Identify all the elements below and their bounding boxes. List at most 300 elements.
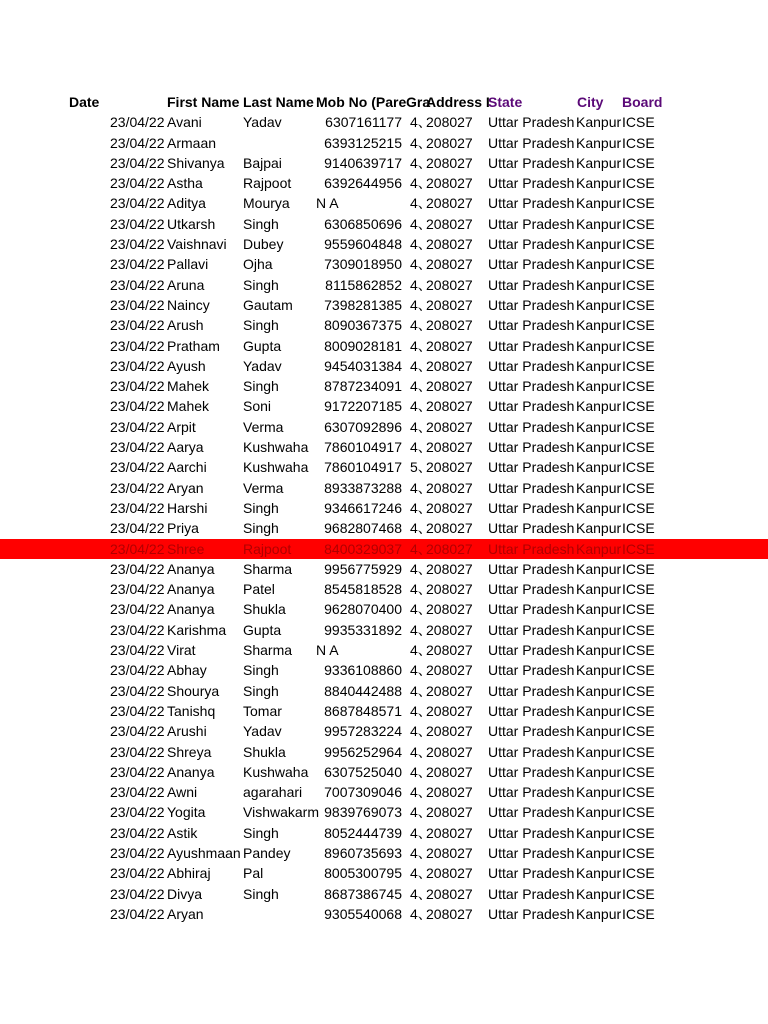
cell-state[interactable]: Uttar Pradesh bbox=[488, 479, 575, 496]
cell-board[interactable]: ICSE bbox=[622, 378, 655, 395]
cell-first-name[interactable]: Shivanya bbox=[167, 154, 225, 171]
cell-city[interactable]: Kanpur bbox=[576, 296, 622, 313]
cell-board[interactable]: ICSE bbox=[622, 601, 655, 618]
cell-mobile[interactable] bbox=[316, 457, 410, 477]
cell-address[interactable]: 208027 bbox=[426, 256, 473, 273]
cell-grade[interactable]: 4、 bbox=[410, 499, 432, 516]
cell-board[interactable]: ICSE bbox=[622, 905, 655, 922]
cell-date[interactable]: 23/04/22 bbox=[110, 905, 165, 922]
cell-address[interactable]: 208027 bbox=[426, 520, 473, 537]
cell-address[interactable]: 208027 bbox=[426, 824, 473, 841]
cell-last-name[interactable]: Pandey bbox=[243, 844, 291, 861]
cell-last-name[interactable]: Singh bbox=[243, 378, 279, 395]
cell-last-name[interactable]: Shukla bbox=[243, 601, 286, 618]
cell-grade[interactable]: 4、 bbox=[410, 256, 432, 273]
cell-date[interactable]: 23/04/22 bbox=[110, 317, 165, 334]
cell-first-name[interactable]: Arushi bbox=[167, 723, 207, 740]
cell-date[interactable]: 23/04/22 bbox=[110, 439, 165, 456]
cell-address[interactable]: 208027 bbox=[426, 865, 473, 882]
cell-first-name[interactable]: Aarchi bbox=[167, 459, 207, 476]
cell-board[interactable]: ICSE bbox=[622, 621, 655, 638]
cell-state[interactable]: Uttar Pradesh bbox=[488, 682, 575, 699]
cell-grade[interactable]: 4、 bbox=[410, 296, 432, 313]
cell-date[interactable]: 23/04/22 bbox=[110, 296, 165, 313]
cell-first-name[interactable]: Harshi bbox=[167, 499, 208, 516]
cell-first-name[interactable]: Arush bbox=[167, 317, 204, 334]
cell-date[interactable]: 23/04/22 bbox=[110, 114, 165, 131]
cell-first-name[interactable]: Karishma bbox=[167, 621, 227, 638]
cell-city[interactable]: Kanpur bbox=[576, 499, 622, 516]
cell-grade[interactable]: 4、 bbox=[410, 540, 432, 557]
cell-date[interactable]: 23/04/22 bbox=[110, 337, 165, 354]
cell-board[interactable]: ICSE bbox=[622, 844, 655, 861]
cell-board[interactable]: ICSE bbox=[622, 134, 655, 151]
cell-board[interactable]: ICSE bbox=[622, 317, 655, 334]
cell-last-name[interactable]: Ojha bbox=[243, 256, 273, 273]
cell-state[interactable]: Uttar Pradesh bbox=[488, 236, 575, 253]
cell-state[interactable]: Uttar Pradesh bbox=[488, 885, 575, 902]
cell-address[interactable]: 208027 bbox=[426, 499, 473, 516]
cell-first-name[interactable]: Pratham bbox=[167, 337, 220, 354]
cell-city[interactable]: Kanpur bbox=[576, 276, 622, 293]
cell-board[interactable]: ICSE bbox=[622, 581, 655, 598]
cell-first-name[interactable]: Ananya bbox=[167, 763, 215, 780]
cell-address[interactable]: 208027 bbox=[426, 378, 473, 395]
cell-state[interactable]: Uttar Pradesh bbox=[488, 723, 575, 740]
cell-date[interactable]: 23/04/22 bbox=[110, 824, 165, 841]
cell-grade[interactable]: 4、 bbox=[410, 398, 432, 415]
cell-board[interactable]: ICSE bbox=[622, 154, 655, 171]
header-mobile[interactable]: Mob No (Pare bbox=[316, 94, 407, 110]
cell-last-name[interactable]: Rajpoot bbox=[243, 540, 292, 557]
cell-last-name[interactable]: Dubey bbox=[243, 236, 284, 253]
cell-address[interactable]: 208027 bbox=[426, 905, 473, 922]
cell-date[interactable]: 23/04/22 bbox=[110, 682, 165, 699]
cell-address[interactable]: 208027 bbox=[426, 357, 473, 374]
cell-date[interactable]: 23/04/22 bbox=[110, 215, 165, 232]
cell-city[interactable]: Kanpur bbox=[576, 824, 622, 841]
cell-first-name[interactable]: Abhiraj bbox=[167, 865, 211, 882]
cell-last-name[interactable] bbox=[243, 904, 316, 924]
cell-grade[interactable]: 4、 bbox=[410, 743, 432, 760]
cell-grade[interactable]: 4、 bbox=[410, 763, 432, 780]
cell-address[interactable]: 208027 bbox=[426, 215, 473, 232]
cell-grade[interactable]: 4、 bbox=[410, 844, 432, 861]
cell-last-name[interactable]: Singh bbox=[243, 824, 279, 841]
cell-city[interactable]: Kanpur bbox=[576, 905, 622, 922]
cell-last-name[interactable]: Verma bbox=[243, 418, 284, 435]
cell-grade[interactable]: 4、 bbox=[410, 621, 432, 638]
cell-first-name[interactable]: Armaan bbox=[167, 134, 217, 151]
cell-city[interactable]: Kanpur bbox=[576, 865, 622, 882]
cell-mobile[interactable] bbox=[316, 437, 410, 457]
cell-state[interactable]: Uttar Pradesh bbox=[488, 642, 575, 659]
cell-state[interactable]: Uttar Pradesh bbox=[488, 581, 575, 598]
cell-state[interactable]: Uttar Pradesh bbox=[488, 378, 575, 395]
cell-first-name[interactable]: Pallavi bbox=[167, 256, 209, 273]
cell-state[interactable]: Uttar Pradesh bbox=[488, 662, 575, 679]
cell-last-name[interactable]: Patel bbox=[243, 581, 275, 598]
cell-state[interactable]: Uttar Pradesh bbox=[488, 905, 575, 922]
cell-address[interactable]: 208027 bbox=[426, 560, 473, 577]
cell-mobile[interactable] bbox=[316, 356, 410, 376]
cell-date[interactable]: 23/04/22 bbox=[110, 256, 165, 273]
cell-address[interactable]: 208027 bbox=[426, 581, 473, 598]
cell-date[interactable]: 23/04/22 bbox=[110, 195, 165, 212]
cell-city[interactable]: Kanpur bbox=[576, 134, 622, 151]
cell-city[interactable]: Kanpur bbox=[576, 682, 622, 699]
cell-last-name[interactable]: Yadav bbox=[243, 114, 282, 131]
cell-state[interactable]: Uttar Pradesh bbox=[488, 844, 575, 861]
cell-board[interactable]: ICSE bbox=[622, 804, 655, 821]
cell-mobile[interactable] bbox=[316, 234, 410, 254]
cell-last-name[interactable]: Singh bbox=[243, 520, 279, 537]
cell-grade[interactable]: 4、 bbox=[410, 236, 432, 253]
cell-grade[interactable]: 4、 bbox=[410, 134, 432, 151]
cell-first-name[interactable]: Mahek bbox=[167, 378, 210, 395]
cell-state[interactable]: Uttar Pradesh bbox=[488, 114, 575, 131]
cell-last-name[interactable]: Kushwaha bbox=[243, 763, 309, 780]
cell-last-name[interactable]: Gupta bbox=[243, 621, 282, 638]
cell-date[interactable]: 23/04/22 bbox=[110, 540, 165, 557]
cell-last-name[interactable]: Soni bbox=[243, 398, 272, 415]
cell-city[interactable]: Kanpur bbox=[576, 601, 622, 618]
cell-grade[interactable]: 4、 bbox=[410, 479, 432, 496]
cell-last-name[interactable]: Sharma bbox=[243, 560, 293, 577]
cell-first-name[interactable]: Aditya bbox=[167, 195, 206, 212]
cell-date[interactable]: 23/04/22 bbox=[110, 885, 165, 902]
cell-date[interactable]: 23/04/22 bbox=[110, 621, 165, 638]
cell-mobile[interactable] bbox=[316, 762, 410, 782]
cell-city[interactable]: Kanpur bbox=[576, 885, 622, 902]
cell-last-name[interactable]: Verma bbox=[243, 479, 284, 496]
cell-mobile[interactable] bbox=[316, 275, 410, 295]
cell-city[interactable]: Kanpur bbox=[576, 723, 622, 740]
cell-grade[interactable]: 4、 bbox=[410, 824, 432, 841]
cell-last-name[interactable]: Singh bbox=[243, 317, 279, 334]
cell-city[interactable]: Kanpur bbox=[576, 763, 622, 780]
cell-first-name[interactable]: Avani bbox=[167, 114, 202, 131]
cell-last-name[interactable]: Kushwaha bbox=[243, 459, 309, 476]
cell-board[interactable]: ICSE bbox=[622, 276, 655, 293]
cell-address[interactable]: 208027 bbox=[426, 844, 473, 861]
cell-date[interactable]: 23/04/22 bbox=[110, 154, 165, 171]
cell-address[interactable]: 208027 bbox=[426, 702, 473, 719]
cell-first-name[interactable]: Shree bbox=[167, 540, 205, 557]
cell-first-name[interactable]: Abhay bbox=[167, 662, 207, 679]
cell-mobile[interactable] bbox=[316, 193, 410, 213]
cell-mobile[interactable] bbox=[316, 315, 410, 335]
cell-mobile[interactable] bbox=[316, 742, 410, 762]
cell-last-name[interactable]: Rajpoot bbox=[243, 175, 292, 192]
cell-address[interactable]: 208027 bbox=[426, 418, 473, 435]
cell-state[interactable]: Uttar Pradesh bbox=[488, 520, 575, 537]
cell-state[interactable]: Uttar Pradesh bbox=[488, 601, 575, 618]
cell-first-name[interactable]: Naincy bbox=[167, 296, 210, 313]
cell-first-name[interactable]: Shourya bbox=[167, 682, 220, 699]
cell-last-name[interactable]: Yadav bbox=[243, 723, 282, 740]
cell-city[interactable]: Kanpur bbox=[576, 357, 622, 374]
cell-city[interactable]: Kanpur bbox=[576, 337, 622, 354]
cell-state[interactable]: Uttar Pradesh bbox=[488, 499, 575, 516]
cell-address[interactable]: 208027 bbox=[426, 763, 473, 780]
cell-city[interactable]: Kanpur bbox=[576, 154, 622, 171]
header-first-name[interactable]: First Name bbox=[167, 94, 240, 110]
cell-mobile[interactable] bbox=[316, 782, 410, 802]
cell-board[interactable]: ICSE bbox=[622, 865, 655, 882]
cell-first-name[interactable]: Utkarsh bbox=[167, 215, 216, 232]
cell-address[interactable]: 208027 bbox=[426, 154, 473, 171]
cell-date[interactable]: 23/04/22 bbox=[110, 134, 165, 151]
cell-date[interactable]: 23/04/22 bbox=[110, 236, 165, 253]
cell-city[interactable]: Kanpur bbox=[576, 195, 622, 212]
cell-mobile[interactable] bbox=[316, 823, 410, 843]
cell-state[interactable]: Uttar Pradesh bbox=[488, 439, 575, 456]
cell-date[interactable]: 23/04/22 bbox=[110, 601, 165, 618]
header-board[interactable]: Board bbox=[622, 94, 663, 110]
cell-board[interactable]: ICSE bbox=[622, 418, 655, 435]
cell-board[interactable]: ICSE bbox=[622, 520, 655, 537]
cell-city[interactable]: Kanpur bbox=[576, 804, 622, 821]
cell-first-name[interactable]: Astha bbox=[167, 175, 203, 192]
cell-state[interactable]: Uttar Pradesh bbox=[488, 317, 575, 334]
cell-grade[interactable]: 4、 bbox=[410, 804, 432, 821]
header-address[interactable]: Address I bbox=[426, 94, 490, 110]
cell-state[interactable]: Uttar Pradesh bbox=[488, 743, 575, 760]
cell-mobile[interactable] bbox=[316, 254, 410, 274]
cell-grade[interactable]: 4、 bbox=[410, 357, 432, 374]
cell-city[interactable]: Kanpur bbox=[576, 621, 622, 638]
cell-state[interactable]: Uttar Pradesh bbox=[488, 784, 575, 801]
cell-grade[interactable]: 4、 bbox=[410, 905, 432, 922]
cell-city[interactable]: Kanpur bbox=[576, 784, 622, 801]
cell-first-name[interactable]: Shreya bbox=[167, 743, 212, 760]
cell-first-name[interactable]: Priya bbox=[167, 520, 199, 537]
cell-board[interactable]: ICSE bbox=[622, 560, 655, 577]
cell-address[interactable]: 208027 bbox=[426, 682, 473, 699]
cell-state[interactable]: Uttar Pradesh bbox=[488, 296, 575, 313]
cell-last-name[interactable]: Mourya bbox=[243, 195, 290, 212]
cell-board[interactable]: ICSE bbox=[622, 215, 655, 232]
cell-grade[interactable]: 5、 bbox=[410, 459, 432, 476]
cell-date[interactable]: 23/04/22 bbox=[110, 642, 165, 659]
cell-last-name[interactable]: Singh bbox=[243, 215, 279, 232]
cell-grade[interactable]: 4、 bbox=[410, 378, 432, 395]
cell-mobile[interactable] bbox=[316, 904, 410, 924]
cell-mobile[interactable] bbox=[316, 336, 410, 356]
cell-state[interactable]: Uttar Pradesh bbox=[488, 418, 575, 435]
cell-mobile[interactable] bbox=[316, 417, 410, 437]
cell-address[interactable]: 208027 bbox=[426, 743, 473, 760]
cell-address[interactable]: 208027 bbox=[426, 723, 473, 740]
cell-board[interactable]: ICSE bbox=[622, 723, 655, 740]
cell-grade[interactable]: 4、 bbox=[410, 276, 432, 293]
cell-address[interactable]: 208027 bbox=[426, 114, 473, 131]
cell-last-name[interactable] bbox=[243, 133, 316, 153]
cell-grade[interactable]: 4、 bbox=[410, 784, 432, 801]
cell-date[interactable]: 23/04/22 bbox=[110, 520, 165, 537]
cell-address[interactable]: 208027 bbox=[426, 296, 473, 313]
cell-date[interactable]: 23/04/22 bbox=[110, 804, 165, 821]
cell-last-name[interactable]: agarahari bbox=[243, 784, 303, 801]
cell-state[interactable]: Uttar Pradesh bbox=[488, 560, 575, 577]
cell-last-name[interactable]: Pal bbox=[243, 865, 264, 882]
cell-board[interactable]: ICSE bbox=[622, 784, 655, 801]
cell-date[interactable]: 23/04/22 bbox=[110, 581, 165, 598]
cell-first-name[interactable]: Awni bbox=[167, 784, 198, 801]
cell-address[interactable]: 208027 bbox=[426, 175, 473, 192]
cell-city[interactable]: Kanpur bbox=[576, 236, 622, 253]
header-last-name[interactable]: Last Name bbox=[243, 94, 314, 110]
cell-mobile[interactable] bbox=[316, 173, 410, 193]
cell-date[interactable]: 23/04/22 bbox=[110, 276, 165, 293]
cell-date[interactable]: 23/04/22 bbox=[110, 459, 165, 476]
cell-city[interactable]: Kanpur bbox=[576, 175, 622, 192]
cell-grade[interactable]: 4、 bbox=[410, 642, 432, 659]
cell-mobile[interactable] bbox=[316, 620, 410, 640]
cell-grade[interactable]: 4、 bbox=[410, 702, 432, 719]
cell-address[interactable]: 208027 bbox=[426, 804, 473, 821]
cell-state[interactable]: Uttar Pradesh bbox=[488, 154, 575, 171]
cell-date[interactable]: 23/04/22 bbox=[110, 784, 165, 801]
cell-mobile[interactable] bbox=[316, 681, 410, 701]
cell-last-name[interactable]: Gautam bbox=[243, 296, 293, 313]
cell-board[interactable]: ICSE bbox=[622, 459, 655, 476]
cell-city[interactable]: Kanpur bbox=[576, 459, 622, 476]
cell-first-name[interactable]: Aryan bbox=[167, 905, 204, 922]
cell-mobile[interactable] bbox=[316, 843, 410, 863]
cell-state[interactable]: Uttar Pradesh bbox=[488, 195, 575, 212]
cell-mobile[interactable] bbox=[316, 295, 410, 315]
cell-first-name[interactable]: Yogita bbox=[167, 804, 206, 821]
cell-board[interactable]: ICSE bbox=[622, 337, 655, 354]
cell-city[interactable]: Kanpur bbox=[576, 398, 622, 415]
cell-board[interactable]: ICSE bbox=[622, 763, 655, 780]
cell-board[interactable]: ICSE bbox=[622, 114, 655, 131]
cell-board[interactable]: ICSE bbox=[622, 499, 655, 516]
cell-address[interactable]: 208027 bbox=[426, 337, 473, 354]
cell-mobile[interactable] bbox=[316, 153, 410, 173]
cell-state[interactable]: Uttar Pradesh bbox=[488, 337, 575, 354]
cell-address[interactable]: 208027 bbox=[426, 621, 473, 638]
cell-city[interactable]: Kanpur bbox=[576, 560, 622, 577]
cell-last-name[interactable]: Singh bbox=[243, 662, 279, 679]
cell-address[interactable]: 208027 bbox=[426, 195, 473, 212]
cell-grade[interactable]: 4、 bbox=[410, 154, 432, 171]
cell-mobile[interactable] bbox=[316, 214, 410, 234]
cell-last-name[interactable]: Kushwaha bbox=[243, 439, 309, 456]
cell-grade[interactable]: 4、 bbox=[410, 560, 432, 577]
cell-first-name[interactable]: Arpit bbox=[167, 418, 196, 435]
cell-address[interactable]: 208027 bbox=[426, 642, 473, 659]
cell-board[interactable]: ICSE bbox=[622, 175, 655, 192]
cell-date[interactable]: 23/04/22 bbox=[110, 175, 165, 192]
cell-date[interactable]: 23/04/22 bbox=[110, 398, 165, 415]
cell-board[interactable]: ICSE bbox=[622, 479, 655, 496]
cell-date[interactable]: 23/04/22 bbox=[110, 479, 165, 496]
cell-first-name[interactable]: Ananya bbox=[167, 581, 215, 598]
cell-last-name[interactable]: Vishwakarm bbox=[243, 804, 319, 821]
cell-address[interactable]: 208027 bbox=[426, 540, 473, 557]
cell-city[interactable]: Kanpur bbox=[576, 256, 622, 273]
cell-date[interactable]: 23/04/22 bbox=[110, 844, 165, 861]
cell-date[interactable]: 23/04/22 bbox=[110, 378, 165, 395]
cell-date[interactable]: 23/04/22 bbox=[110, 662, 165, 679]
cell-first-name[interactable]: Aarya bbox=[167, 439, 204, 456]
cell-date[interactable]: 23/04/22 bbox=[110, 743, 165, 760]
cell-state[interactable]: Uttar Pradesh bbox=[488, 215, 575, 232]
cell-city[interactable]: Kanpur bbox=[576, 439, 622, 456]
cell-mobile[interactable] bbox=[316, 640, 410, 660]
cell-first-name[interactable]: Divya bbox=[167, 885, 203, 902]
cell-state[interactable]: Uttar Pradesh bbox=[488, 256, 575, 273]
cell-date[interactable]: 23/04/22 bbox=[110, 702, 165, 719]
cell-board[interactable]: ICSE bbox=[622, 743, 655, 760]
cell-date[interactable]: 23/04/22 bbox=[110, 357, 165, 374]
cell-state[interactable]: Uttar Pradesh bbox=[488, 865, 575, 882]
cell-mobile[interactable] bbox=[316, 863, 410, 883]
cell-grade[interactable]: 4、 bbox=[410, 175, 432, 192]
cell-last-name[interactable]: Singh bbox=[243, 499, 279, 516]
cell-last-name[interactable]: Gupta bbox=[243, 337, 282, 354]
cell-mobile[interactable] bbox=[316, 376, 410, 396]
cell-city[interactable]: Kanpur bbox=[576, 378, 622, 395]
cell-state[interactable]: Uttar Pradesh bbox=[488, 540, 575, 557]
cell-city[interactable]: Kanpur bbox=[576, 844, 622, 861]
cell-last-name[interactable]: Singh bbox=[243, 276, 279, 293]
cell-address[interactable]: 208027 bbox=[426, 601, 473, 618]
cell-board[interactable]: ICSE bbox=[622, 236, 655, 253]
cell-date[interactable]: 23/04/22 bbox=[110, 499, 165, 516]
cell-last-name[interactable]: Bajpai bbox=[243, 154, 282, 171]
cell-grade[interactable]: 4、 bbox=[410, 865, 432, 882]
cell-last-name[interactable]: Shukla bbox=[243, 743, 286, 760]
cell-board[interactable]: ICSE bbox=[622, 439, 655, 456]
cell-city[interactable]: Kanpur bbox=[576, 479, 622, 496]
cell-address[interactable]: 208027 bbox=[426, 479, 473, 496]
cell-state[interactable]: Uttar Pradesh bbox=[488, 459, 575, 476]
cell-first-name[interactable]: Aryan bbox=[167, 479, 204, 496]
cell-board[interactable]: ICSE bbox=[622, 195, 655, 212]
cell-grade[interactable]: 4、 bbox=[410, 662, 432, 679]
cell-mobile[interactable] bbox=[316, 579, 410, 599]
cell-address[interactable]: 208027 bbox=[426, 134, 473, 151]
cell-grade[interactable]: 4、 bbox=[410, 195, 432, 212]
cell-city[interactable]: Kanpur bbox=[576, 317, 622, 334]
cell-state[interactable]: Uttar Pradesh bbox=[488, 175, 575, 192]
cell-state[interactable]: Uttar Pradesh bbox=[488, 621, 575, 638]
cell-first-name[interactable]: Vaishnavi bbox=[167, 236, 227, 253]
cell-grade[interactable]: 4、 bbox=[410, 682, 432, 699]
cell-board[interactable]: ICSE bbox=[622, 256, 655, 273]
cell-board[interactable]: ICSE bbox=[622, 540, 655, 557]
cell-board[interactable]: ICSE bbox=[622, 662, 655, 679]
cell-address[interactable]: 208027 bbox=[426, 317, 473, 334]
cell-grade[interactable]: 4、 bbox=[410, 885, 432, 902]
cell-last-name[interactable]: Singh bbox=[243, 682, 279, 699]
cell-city[interactable]: Kanpur bbox=[576, 540, 622, 557]
cell-mobile[interactable] bbox=[316, 884, 410, 904]
cell-grade[interactable]: 4、 bbox=[410, 317, 432, 334]
cell-board[interactable]: ICSE bbox=[622, 702, 655, 719]
cell-state[interactable]: Uttar Pradesh bbox=[488, 804, 575, 821]
cell-mobile[interactable] bbox=[316, 701, 410, 721]
cell-board[interactable]: ICSE bbox=[622, 885, 655, 902]
cell-address[interactable]: 208027 bbox=[426, 439, 473, 456]
cell-mobile[interactable] bbox=[316, 802, 410, 822]
cell-date[interactable]: 23/04/22 bbox=[110, 418, 165, 435]
cell-grade[interactable]: 4、 bbox=[410, 520, 432, 537]
